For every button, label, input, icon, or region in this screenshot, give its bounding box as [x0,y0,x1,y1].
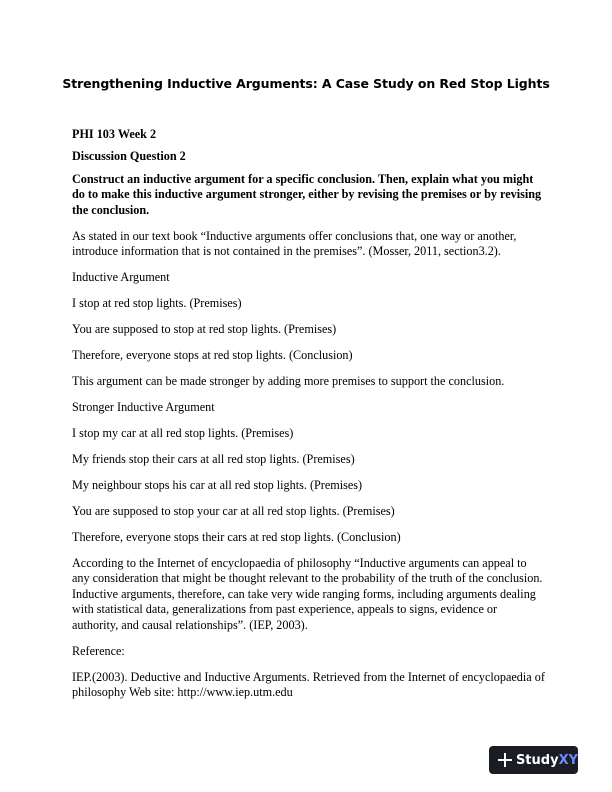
intro-paragraph: As stated in our text book “Inductive arguments offer conclusions that, one way or another, introduce information that is not contained in the premises”. (Mosser, 2011, section3.2). [72,228,517,259]
studyxy-logo [489,746,578,774]
argument-label: Inductive Argument [72,270,170,285]
stronger-argument-label: Stronger Inductive Argument [72,400,215,415]
reference-label: Reference: [72,643,125,658]
plus-icon [498,753,510,767]
stronger-argument-line: I stop my car at all red stop lights. (Premises) [72,426,294,441]
course-code: PHI 103 Week 2 [72,127,157,141]
document-body [72,127,546,711]
argument-line: I stop at red stop lights. (Premises) [72,296,242,311]
argument-line: Therefore, everyone stops at red stop lights. (Conclusion) [72,348,353,363]
stronger-argument-line: Therefore, everyone stops their cars at red stop lights. (Conclusion) [72,530,401,545]
stronger-argument-line: You are supposed to stop your car at all red stop lights. (Premises) [72,504,395,519]
stronger-argument-line: My neighbour stops his car at all red stop lights. (Premises) [72,478,363,493]
argument-line: You are supposed to stop at red stop lights. (Premises) [72,322,337,337]
question-prompt: Construct an inductive argument for a specific conclusion. Then, explain what you might do to make this inductive argument stronger, either by revising the premises or by revising the conclusion. [72,171,542,217]
stronger-argument-line: My friends stop their cars at all red stop lights. (Premises) [72,452,355,467]
stronger-note: This argument can be made stronger by adding more premises to support the conclusion. [72,374,505,389]
logo-text: Study [515,752,559,768]
logo-accent-text: XY [558,752,578,768]
reference-entry: IEP.(2003). Deductive and Inductive Arguments. Retrieved from the Internet of encyclopaedia of philosophy Web site: http://www.iep.utm.edu [72,669,545,700]
document-title: Strengthening Inductive Arguments: A Case Study on Red Stop Lights [62,76,550,91]
quote-paragraph: According to the Internet of encyclopaedia of philosophy “Inductive arguments can appeal to any consideration that might be thought relevant to the probability of the truth of the conclusion. Inductive arguments, therefore, can take very wide ranging forms, including arguments dealing with statistical data, generalizations from past experience, appeals to signs, evidence or authority, and causal relationships”. (IEP, 2003). [72,556,543,632]
question-heading: Discussion Question 2 [72,149,186,164]
